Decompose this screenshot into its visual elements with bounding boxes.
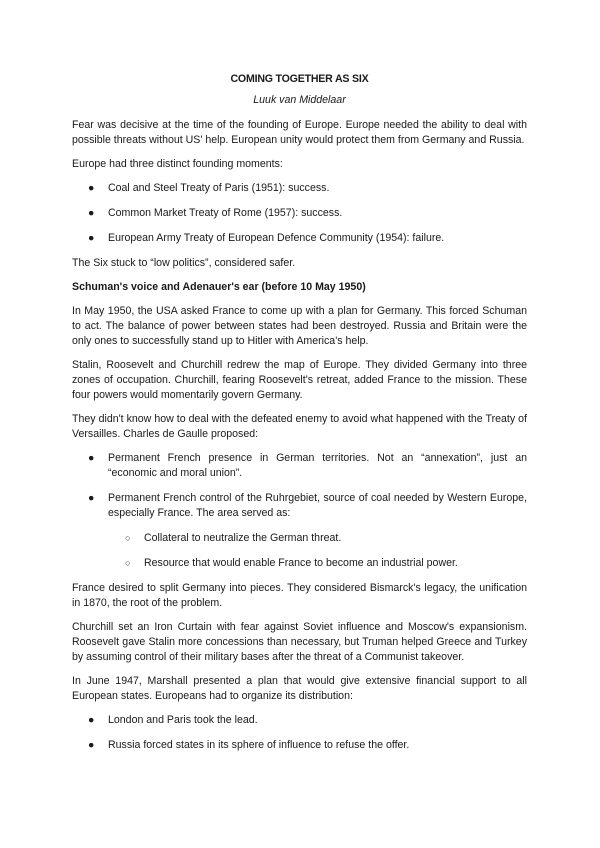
- paragraph-marshall-plan: In June 1947, Marshall presented a plan that would give extensive financial support to all European states. Europeans had to organize its distribution:: [72, 675, 527, 702]
- list-item-text: Permanent French control of the Ruhrgebiet, source of coal needed by Western Europe, especially France. The area served as:: [108, 492, 527, 519]
- sub-list-item-text: Resource that would enable France to become an industrial power.: [144, 557, 458, 569]
- list-item: [72, 231, 527, 246]
- circle-bullet-icon: ○: [125, 558, 131, 568]
- document-title: COMING TOGETHER AS SIX: [230, 73, 369, 85]
- bullet-icon: ●: [88, 207, 95, 219]
- document-page: [72, 72, 527, 763]
- sub-list-item: [108, 556, 527, 571]
- sub-list-item: [108, 531, 527, 546]
- list-item-text: Russia forced states in its sphere of influence to refuse the offer.: [108, 739, 410, 751]
- founding-moments-list: [72, 181, 527, 246]
- list-item-text: Permanent French presence in German territories. Not an “annexation”, just an “economic and moral union”.: [108, 452, 527, 479]
- bullet-icon: ●: [88, 452, 95, 464]
- intro-paragraph: Fear was decisive at the time of the founding of Europe. Europe needed the ability to deal with possible threats without US' help. European unity would protect them from Germany and Russia.: [72, 119, 527, 146]
- list-item-text: Common Market Treaty of Rome (1957): success.: [108, 207, 343, 219]
- document-author: Luuk van Middelaar: [253, 94, 346, 106]
- ruhr-sub-list: [108, 531, 527, 571]
- sub-list-item-text: Collateral to neutralize the German threat.: [144, 532, 342, 544]
- list-item: [72, 451, 527, 481]
- paragraph-split-germany: France desired to split Germany into pieces. They considered Bismarck's legacy, the unification in 1870, the root of the problem.: [72, 582, 527, 609]
- list-item: [72, 738, 527, 753]
- bullet-icon: ●: [88, 232, 95, 244]
- bullet-icon: ●: [88, 492, 95, 504]
- paragraph-map-redrawn: Stalin, Roosevelt and Churchill redrew the map of Europe. They divided Germany into three zones of occupation. Churchill, fearing Roosevelt's retreat, added France to the mission. These four powers would momentarily govern Germany.: [72, 359, 527, 401]
- paragraph-defeated-enemy: They didn't know how to deal with the defeated enemy to avoid what happened with the Treaty of Versailles. Charles de Gaulle proposed:: [72, 413, 527, 440]
- moments-intro: Europe had three distinct founding moments:: [72, 158, 283, 170]
- list-item: [72, 491, 527, 571]
- list-item-text: London and Paris took the lead.: [108, 714, 258, 726]
- circle-bullet-icon: ○: [125, 533, 131, 543]
- list-item: [72, 206, 527, 221]
- list-item-text: European Army Treaty of European Defence Community (1954): failure.: [108, 232, 445, 244]
- paragraph-iron-curtain: Churchill set an Iron Curtain with fear against Soviet influence and Moscow's expansionism. Roosevelt gave Stalin more concessions than necessary, but Truman helped Greece and Turkey by assuming control of their military bases after the threat of a Communist takeover.: [72, 621, 527, 663]
- section-heading: Schuman's voice and Adenauer's ear (before 10 May 1950): [72, 281, 366, 293]
- bullet-icon: ●: [88, 714, 95, 726]
- list-item: [72, 181, 527, 196]
- de-gaulle-proposals-list: [72, 451, 527, 571]
- list-item: [72, 713, 527, 728]
- list-item-text: Coal and Steel Treaty of Paris (1951): success.: [108, 182, 330, 194]
- paragraph-usa-plan: In May 1950, the USA asked France to come up with a plan for Germany. This forced Schuman to act. The balance of power between states had been destroyed. Russia and Britain were the only ones to successfully stand up to Hitler with America's help.: [72, 305, 527, 347]
- bullet-icon: ●: [88, 182, 95, 194]
- bullet-icon: ●: [88, 739, 95, 751]
- six-stuck-paragraph: The Six stuck to “low politics”, considered safer.: [72, 257, 296, 269]
- marshall-list: [72, 713, 527, 753]
